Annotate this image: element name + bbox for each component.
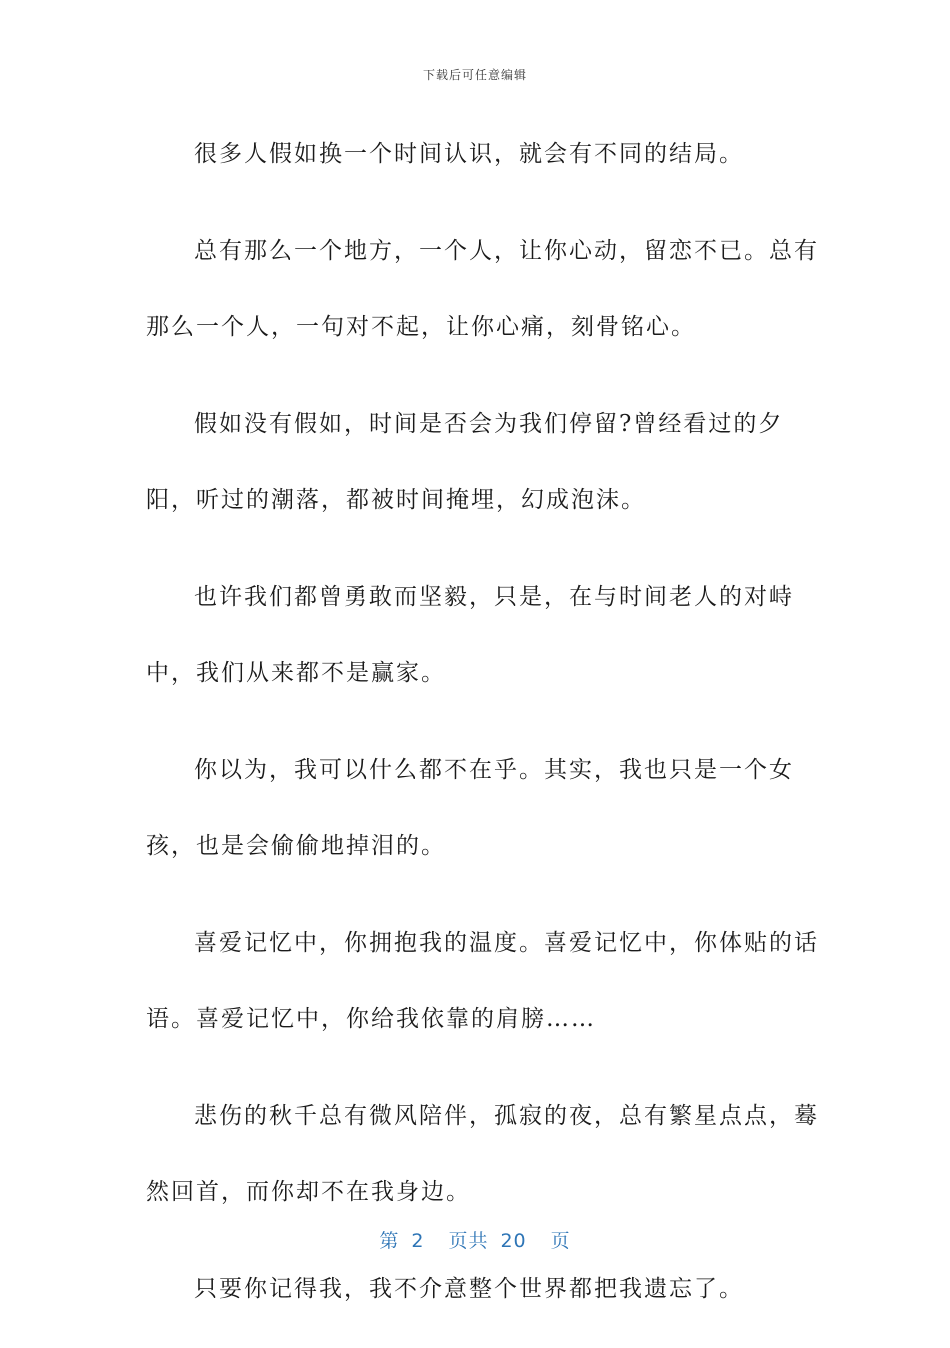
total-pages-number: 20 [500, 1230, 527, 1252]
page-footer [0, 1226, 950, 1253]
paragraph-1: 很多人假如换一个时间认识，就会有不同的结局。 [194, 141, 744, 167]
footer-suffix: 页 [550, 1230, 571, 1252]
page-header: 下载后可任意编辑 [422, 68, 527, 82]
footer-middle: 页共 [448, 1230, 489, 1252]
paragraph-8: 只要你记得我，我不介意整个世界都把我遗忘了。 [194, 1276, 744, 1302]
document-body [146, 116, 826, 1348]
footer-prefix: 第 [379, 1230, 400, 1252]
paragraph-5: 你以为，我可以什么都不在乎。其实，我也只是一个女孩，也是会偷偷地掉泪的。 [146, 757, 794, 859]
paragraph-7: 悲伤的秋千总有微风陪伴，孤寂的夜，总有繁星点点，蓦然回首，而你却不在我身边。 [146, 1103, 819, 1205]
paragraph-4: 也许我们都曾勇敢而坚毅，只是，在与时间老人的对峙中，我们从来都不是赢家。 [146, 584, 794, 686]
current-page-number: 2 [411, 1230, 425, 1252]
paragraph-2: 总有那么一个地方，一个人，让你心动，留恋不已。总有那么一个人，一句对不起，让你心痛，刻骨铭心。 [146, 238, 819, 340]
paragraph-6: 喜爱记忆中，你拥抱我的温度。喜爱记忆中，你体贴的话语。喜爱记忆中，你给我依靠的肩膀…… [146, 930, 819, 1032]
paragraph-3: 假如没有假如，时间是否会为我们停留?曾经看过的夕阳，听过的潮落，都被时间掩埋，幻成泡沫。 [146, 411, 784, 513]
